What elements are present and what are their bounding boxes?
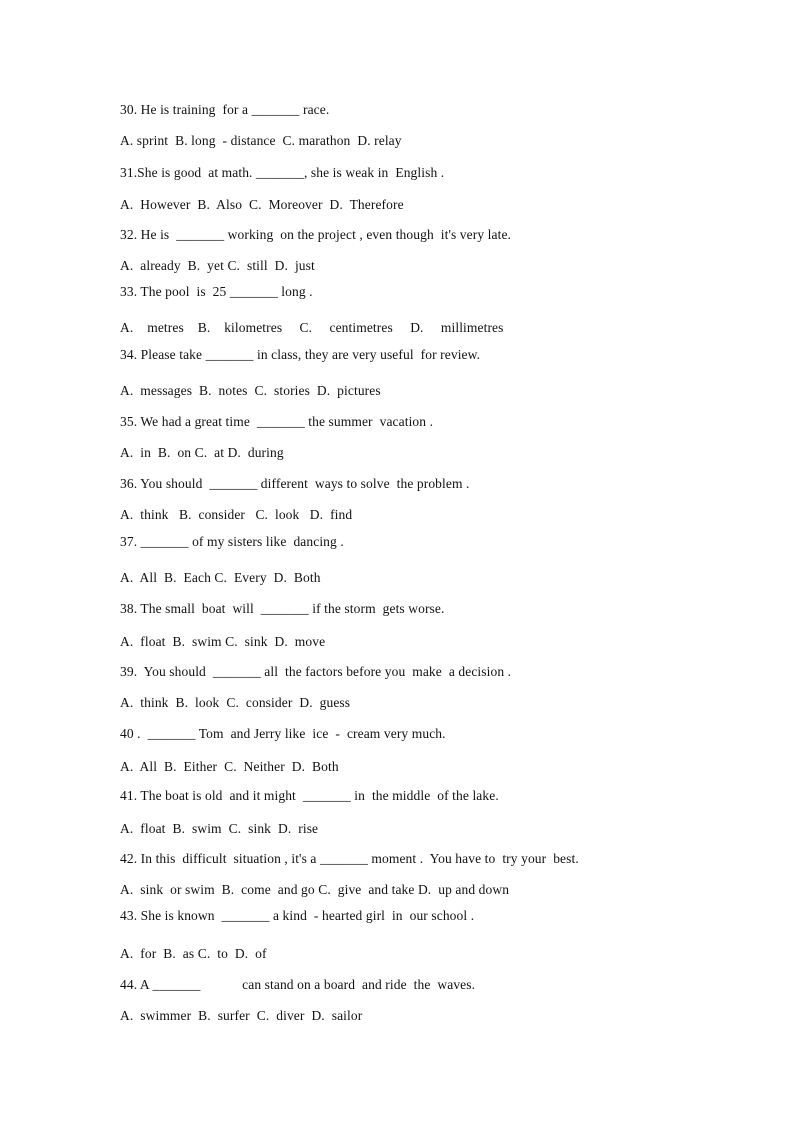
question-35-stem: 35. We had a great time _______ the summer vacation .: [120, 414, 434, 429]
question-42-options: A. sink or swim B. come and go C. give and take D. up and down: [120, 882, 510, 897]
question-37-options: A. All B. Each C. Every D. Both: [120, 570, 321, 585]
question-40-options: A. All B. Either C. Neither D. Both: [120, 759, 339, 774]
question-36-stem: 36. You should _______ different ways to solve the problem .: [120, 476, 470, 491]
question-31-options: A. However B. Also C. Moreover D. Therefore: [120, 197, 404, 212]
question-33-stem: 33. The pool is 25 _______ long .: [120, 284, 313, 299]
question-39-stem: 39. You should _______ all the factors before you make a decision .: [120, 664, 512, 679]
question-32-stem: 32. He is _______ working on the project , even though it's very late.: [120, 227, 512, 242]
question-40-stem: 40 . _______ Tom and Jerry like ice - cream very much.: [120, 726, 446, 741]
question-44-stem: 44. A _______ can stand on a board and ride the waves.: [120, 977, 476, 992]
question-32-options: A. already B. yet C. still D. just: [120, 258, 315, 273]
question-30-options: A. sprint B. long - distance C. marathon D. relay: [120, 133, 402, 148]
question-34-options: A. messages B. notes C. stories D. pictures: [120, 383, 381, 398]
question-41-options: A. float B. swim C. sink D. rise: [120, 821, 319, 836]
question-37-stem: 37. _______ of my sisters like dancing .: [120, 534, 344, 549]
question-35-options: A. in B. on C. at D. during: [120, 445, 284, 460]
question-44-options: A. swimmer B. surfer C. diver D. sailor: [120, 1008, 363, 1023]
question-33-options: A. metres B. kilometres C. centimetres D. millimetres: [120, 320, 504, 335]
question-30-stem: 30. He is training for a _______ race.: [120, 102, 330, 117]
question-38-stem: 38. The small boat will _______ if the storm gets worse.: [120, 601, 445, 616]
question-31-stem: 31.She is good at math. _______, she is weak in English .: [120, 165, 445, 180]
question-43-options: A. for B. as C. to D. of: [120, 946, 267, 961]
question-39-options: A. think B. look C. consider D. guess: [120, 695, 351, 710]
question-42-stem: 42. In this difficult situation , it's a _______ moment . You have to try your best.: [120, 851, 579, 866]
question-41-stem: 41. The boat is old and it might _______ in the middle of the lake.: [120, 788, 499, 803]
question-34-stem: 34. Please take _______ in class, they are very useful for review.: [120, 347, 481, 362]
question-43-stem: 43. She is known _______ a kind - hearted girl in our school .: [120, 908, 475, 923]
question-38-options: A. float B. swim C. sink D. move: [120, 634, 326, 649]
question-36-options: A. think B. consider C. look D. find: [120, 507, 353, 522]
